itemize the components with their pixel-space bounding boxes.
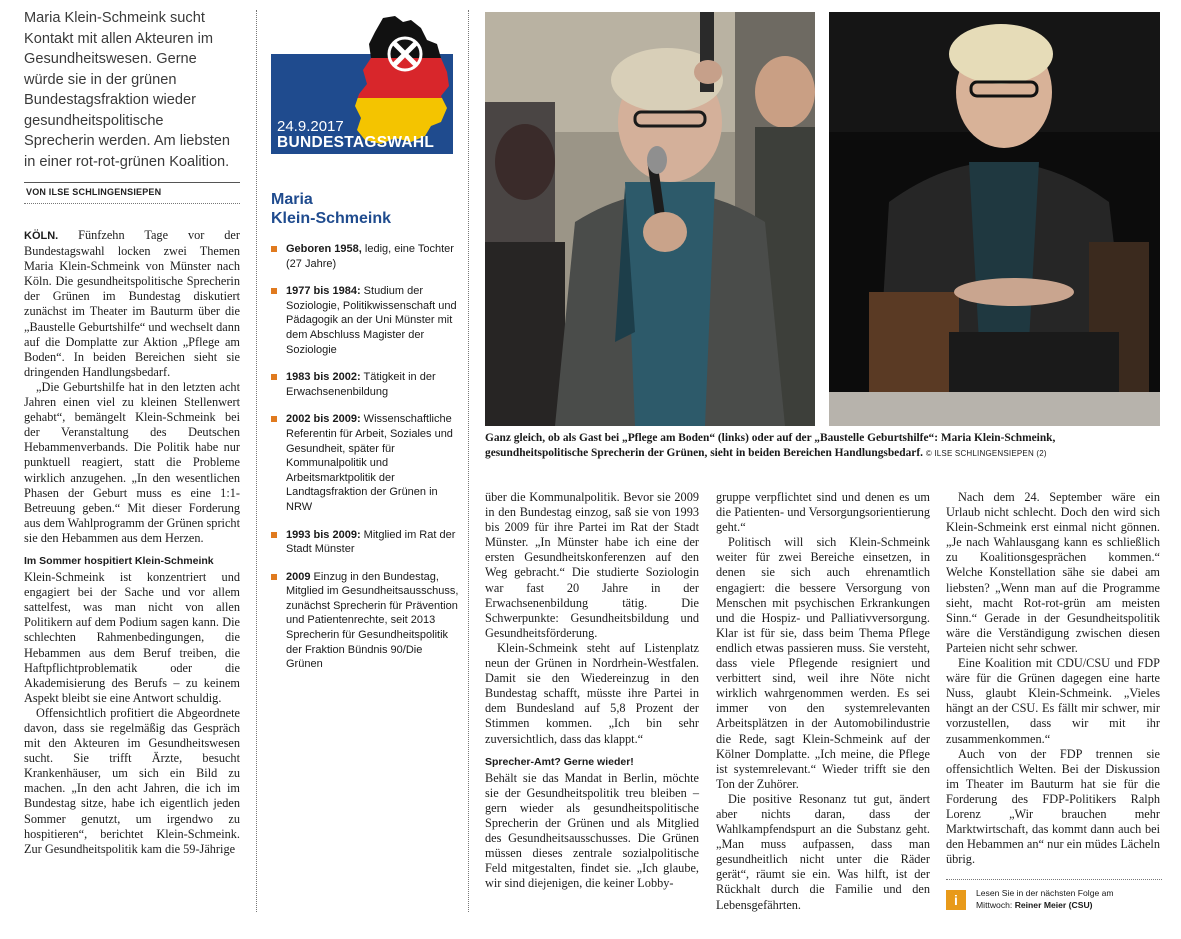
profile-item: 2009 Einzug in den Bundestag, Mitglied im Gesundheitsausschuss, zunächst Sprecherin für Prävention und Patientenrechte, seit 2013 Sprecherin für Gesundheitspolitik der Fraktion Bündnis 90/Die Grünen	[271, 570, 461, 672]
bullet-icon	[271, 574, 277, 580]
column-divider	[256, 10, 257, 912]
profile-list	[271, 242, 461, 685]
paragraph: KÖLN. Fünfzehn Tage vor der Bundestagswahl locken zwei Themen Maria Klein-Schmeink von Münster nach Köln. Die gesundheitspolitische Sprecherin der Grünen im Bundestag diskutiert zunächst im Theater im Bauturm über die „Baustelle Geburtshilfe“ und wechselt dann auf die Domplatte zur Aktion „Pflege am Boden“. In beiden Bereichen sieht sie dringenden Handlungsbedarf.	[24, 228, 240, 379]
photo-credit: © ILSE SCHLINGENSIEPEN (2)	[925, 449, 1047, 458]
paragraph: Offensichtlich profitiert die Abgeordnete davon, dass sie regelmäßig das Gespräch mit den Akteuren im Gesundheitswesen sucht. Sie trifft Ärzte, besucht Krankenhäuser, um sich ein Bild zu machen. „In den acht Jahren, die ich im Bundestag sitze, habe ich eigentlich jeden Sommer genutzt, um irgendwo zu hospitieren“, berichtet Klein-Schmeink. Zur Gesundheitspolitik kam die 59-Jährige	[24, 705, 240, 856]
paragraph: Nach dem 24. September wäre ein Urlaub nicht schlecht. Doch den wird sich Klein-Schmeink erst einmal nicht gönnen. „Je nach Wahlausgang kann es schließlich zu Koalitionsgesprächen kommen.“ Welche Konstellation sähe sie dabei am liebsten? „Wenn man auf die Programme sieht, macht Rot-rot-grün am meisten Sinn.“ Gerade in der Gesundheitspolitik wäre die Verständigung zwischen diesen Parteien nicht sehr schwer.	[946, 490, 1160, 655]
paragraph: Klein-Schmeink ist konzentriert und engagiert bei der Sache und vor allem sattelfest, was man nicht von allen Politikern auf dem Podium sagen kann. Die schlechten Rahmenbedingungen, die Hebammen aus dem Beruf treiben, die Haftpflichtproblematik oder die Akademisierung des Berufs – zu keinem Aspekt bleibt sie eine Antwort schuldig.	[24, 570, 240, 705]
election-logo	[271, 14, 453, 154]
column-divider	[468, 10, 469, 912]
paragraph: Klein-Schmeink steht auf Listenplatz neun der Grünen in Nordrhein-Westfalen. Damit sie den Wiedereinzug in den Bundestag schafft, müsste ihre Partei in dem Bundesland auf 5,8 Prozent der Stimmen kommen. „Ich bin sehr zuversichtlich, dass das klappt.“	[485, 640, 699, 746]
photo-illustration	[829, 12, 1160, 426]
paragraph: Die positive Resonanz tut gut, ändert aber nichts daran, dass der Wahlkampfendspurt an die Substanz geht. „Man muss aufpassen, dass man gesundheitlich nicht unter die Räder gerät“, räumt sie ein. Was hilft, ist der Rückhalt durch die Familie und den Lebensgefährten.	[716, 791, 930, 912]
paragraph: gruppe verpflichtet sind und denen es um die Patienten- und Versorgungsorientierung geht.“	[716, 490, 930, 535]
election-date: 24.9.2017	[277, 118, 344, 135]
profile-name: Maria Klein-Schmeink	[271, 191, 392, 227]
photo-left-microphone	[485, 12, 815, 426]
article-column-1	[24, 228, 240, 857]
info-icon: i	[946, 890, 966, 910]
next-episode-text: Lesen Sie in der nächsten Folge am Mittwoch: Reiner Meier (CSU)	[976, 888, 1114, 910]
profile-item: 1977 bis 1984: Studium der Soziologie, Politikwissenschaft und Pädagogik an der Uni Münster mit dem Abschluss Magister der Soziologie	[271, 284, 461, 357]
bullet-icon	[271, 246, 277, 252]
byline-rule	[24, 203, 240, 204]
bullet-icon	[271, 416, 277, 422]
photo-caption: Ganz gleich, ob als Gast bei „Pflege am Boden“ (links) oder auf der „Baustelle Geburtshilfe“: Maria Klein-Schmeink, gesundheitspolitische Sprecherin der Grünen, sieht in beiden Bereichen Handlungsbedarf. © ILSE SCHLINGENSIEPEN (2)	[485, 432, 1056, 459]
paragraph: Politisch will sich Klein-Schmeink weiter für zwei Bereiche einsetzen, in denen sie sich auch ehrenamtlich engagiert: die bessere Versorgung von Menschen mit psychischen Erkrankungen und die Hospiz- und Palliativversorgung. Klar ist für sie, dass beim Thema Pflege endlich etwas passieren muss. Sie versteht, dass viele Pflegende resigniert und verbittert sind, weil ihre Nöte nicht wirklich wahrgenommen werden. Es sei immer von den systemrelevanten Arbeitsplätzen in der Automobilindustrie die Rede, sagt Klein-Schmeink auf der Kölner Domplatte. „Ich meine, die Pflege ist systemrelevant.“ Wieder trifft sie den Ton der Zuhörer.	[716, 535, 930, 791]
bullet-icon	[271, 532, 277, 538]
profile-item: 2002 bis 2009: Wissenschaftliche Referentin für Arbeit, Soziales und Gesundheit, später für Kommunalpolitik und Arbeitsmarktpolitik der Landtagsfraktion der Grünen in NRW	[271, 412, 461, 514]
profile-item: 1993 bis 2009: Mitglied im Rat der Stadt Münster	[271, 528, 461, 557]
election-title: BUNDESTAGSWAHL	[277, 134, 435, 151]
bullet-icon	[271, 288, 277, 294]
paragraph: „Die Geburtshilfe hat in den letzten acht Jahren einen viel zu kleinen Stellenwert gehabt“, bemängelt Klein-Schmeink bei der Veranstaltung des Deutschen Hebammenverbands. Die Politik habe nur punktuell reagiert, statt die Probleme wirklich anzugehen. „In den wesentlichen Phasen der Geburt muss es eine 1:1-Betreuung geben.“ Mit dieser Forderung aus dem Wahlprogramm der Grünen spricht sie den Hebammen aus dem Herzen.	[24, 379, 240, 545]
article-column-3	[716, 490, 930, 913]
teaser-text: Maria Klein-Schmeink sucht Kontakt mit allen Akteuren im Gesundheitswesen. Gerne würde sie in der grünen Bundestagsfraktion wieder gesundheitspolitische Sprecherin werden. Am liebsten in einer rot-rot-grünen Koalition.	[24, 10, 231, 170]
article-column-4	[946, 490, 1160, 867]
byline: VON ILSE SCHLINGENSIEPEN	[26, 187, 162, 197]
photo-illustration	[485, 12, 815, 426]
paragraph: Behält sie das Mandat in Berlin, möchte sie der Gesundheitspolitik treu bleiben – gern wieder als gesundheitspolitische Sprecherin der Grünen und als Mitglied des Gesundheitsausschusses. Die Grünen müssen dieses zentrale sozialpolitische Feld mitgestalten, findet sie. „Ich glaube, wir sind diejenigen, die keiner Lobby-	[485, 770, 699, 891]
teaser-rule	[24, 182, 240, 183]
photo-right-stage	[829, 12, 1160, 426]
profile-item: 1983 bis 2002: Tätigkeit in der Erwachsenenbildung	[271, 370, 461, 399]
paragraph: Auch von der FDP trennen sie offensichtlich Welten. Bei der Diskussion im Theater im Bauturm hat sie für die Forderung des FDP-Politikers Ralph Lorenz „Wir brauchen mehr Marktwirtschaft, das kommt dann auch bei den Hebammen an“ nur ein müdes Lächeln übrig.	[946, 746, 1160, 867]
paragraph: Eine Koalition mit CDU/CSU und FDP wäre für die Grünen dagegen eine harte Nuss, glaubt Klein-Schmeink. „Vieles hängt an der CSU. Es fällt mir schwer, mir vorzustellen, dass wir mit ihr zusammenkommen.“	[946, 656, 1160, 746]
subheading: Im Sommer hospitiert Klein-Schmeink	[24, 554, 214, 567]
profile-item: Geboren 1958, ledig, eine Tochter (27 Jahre)	[271, 242, 461, 271]
bullet-icon	[271, 374, 277, 380]
paragraph: über die Kommunalpolitik. Bevor sie 2009 in den Bundestag einzog, saß sie von 1993 bis 2009 für ihre Partei im Rat der Stadt Münster. „In Münster habe ich eine der ersten Gesundheitskonferenzen auf den Weg gebracht.“ Die studierte Soziologin war fast 20 Jahre in der Erwachsenenbildung tätig. Die Schwerpunkte: Gesundheitsbildung und Gesundheitsförderung.	[485, 490, 699, 640]
dateline: KÖLN.	[24, 230, 59, 242]
subheading: Sprecher-Amt? Gerne wieder!	[485, 755, 634, 768]
next-episode-box	[946, 879, 1162, 913]
article-column-2	[485, 490, 699, 891]
